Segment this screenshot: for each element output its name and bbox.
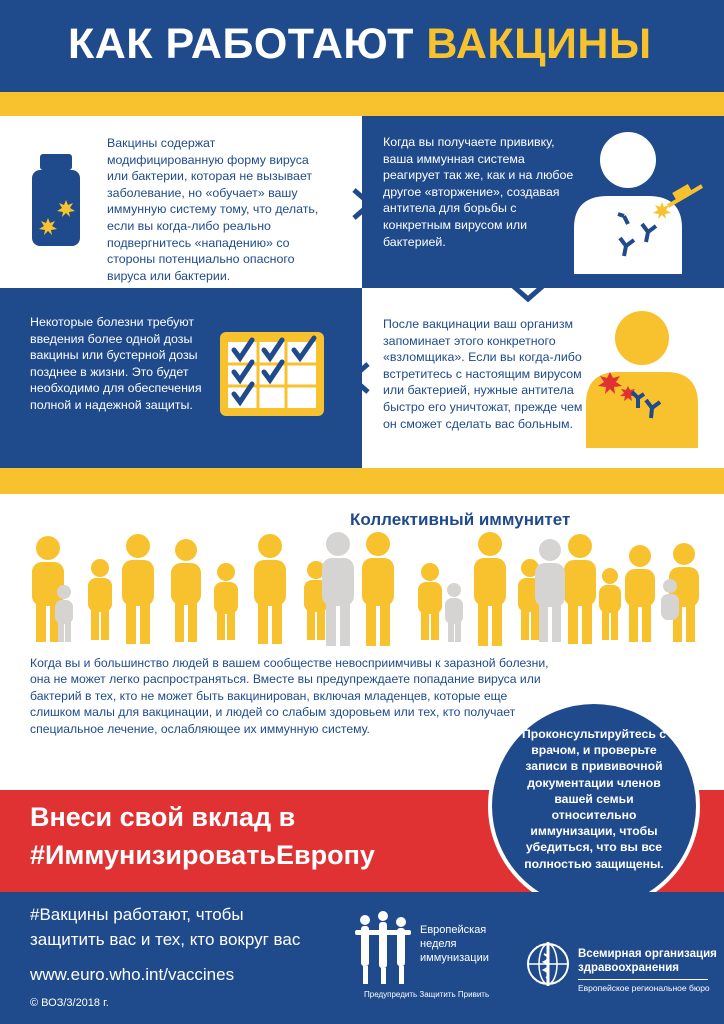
footer-slogan-1: #Вакцины работают, чтобы <box>30 905 244 924</box>
schedule-checklist-icon <box>218 330 326 418</box>
ewi-line1: Европейская <box>420 924 487 936</box>
arrow-down-icon <box>508 281 548 303</box>
who-emblem-icon <box>524 940 572 988</box>
injection-text: Когда вы получаете прививку, ваша иммунная система реагирует так же, как и на любое другое «вторжение», создавая антитела для борьбы с конкретным вирусом или бактерией. <box>383 135 574 249</box>
herd-title: Коллективный иммунитет <box>350 510 571 529</box>
arrow-right-icon <box>350 186 376 222</box>
ewi-line3: иммунизации <box>420 952 489 964</box>
who-line1: Всемирная организация <box>578 948 717 960</box>
ewi-line2: неделя <box>420 938 457 950</box>
arrow-left-icon <box>346 360 372 396</box>
doses-text: Некоторые болезни требуют введения более одной дозы вакцины или бустерной дозы позднее в жизни. Это будет необходимо для обеспечения полной и надежной защиты. <box>30 315 202 412</box>
vaccine-vial-icon <box>26 148 86 248</box>
cta-hashtag: #ИммунизироватьЕвропу <box>30 840 375 870</box>
title-yellow: ВАКЦИНЫ <box>426 20 652 68</box>
cta-line1: Внеси свой вклад в <box>30 802 296 832</box>
who-divider <box>578 979 708 980</box>
who-line2: здравоохранения <box>578 962 680 974</box>
person-injection-icon <box>568 128 708 274</box>
footer-url[interactable]: www.euro.who.int/vaccines <box>30 965 235 984</box>
community-crowd-icon <box>20 528 710 648</box>
header-stripe <box>0 92 724 116</box>
middle-stripe <box>0 468 724 494</box>
footer-copyright: © ВОЗ/3/2018 г. <box>30 997 109 1009</box>
memory-text: После вакцинации ваш организм запоминает этого конкретного «взломщика». Если вы когда-либо встретитесь с настоящим вирусом или бактерией, нужные антитела быстро его уничтожат, прежде чем он сможет сделать вас больным. <box>383 317 583 431</box>
ewi-tagline: Предупредить Защитить Привить <box>364 990 490 999</box>
footer-slogan-2: защитить вас и тех, кто вокруг вас <box>30 930 301 949</box>
immunization-week-logo-icon <box>353 910 413 986</box>
person-immunity-icon <box>580 308 710 448</box>
who-line3: Европейское региональное бюро <box>578 983 710 993</box>
page-title <box>68 20 652 69</box>
advice-text: Проконсультируйтесь с врачом, и проверьте записи в прививочной документации членов вашей семьи относительно иммунизации, чтобы убедиться, что вы все полностью защищены. <box>522 727 666 871</box>
herd-text: Когда вы и большинство людей в вашем сообществе невосприимчивы к заразной болезни, она не может легко распространяться. Вместе вы предупреждаете попадание вируса или бактерий в тех, кто не может быть вакцинирован, включая младенцев, которые еще слишком малы для вакцинации, и людей со слабым здоровьем или тех, кто получает специальное лечение, ослабляющее их иммунную систему. <box>30 656 549 736</box>
vaccine-text: Вакцины содержат модифицированную форму вируса или бактерии, которая не вызывает заболевание, но «обучает» вашу иммунную систему тому, что делать, если вы когда-либо реально подвергнитесь «нападению» со стороны потенциально опасного вируса или бактерии. <box>107 136 319 283</box>
title-white: КАК РАБОТАЮТ <box>68 20 414 68</box>
